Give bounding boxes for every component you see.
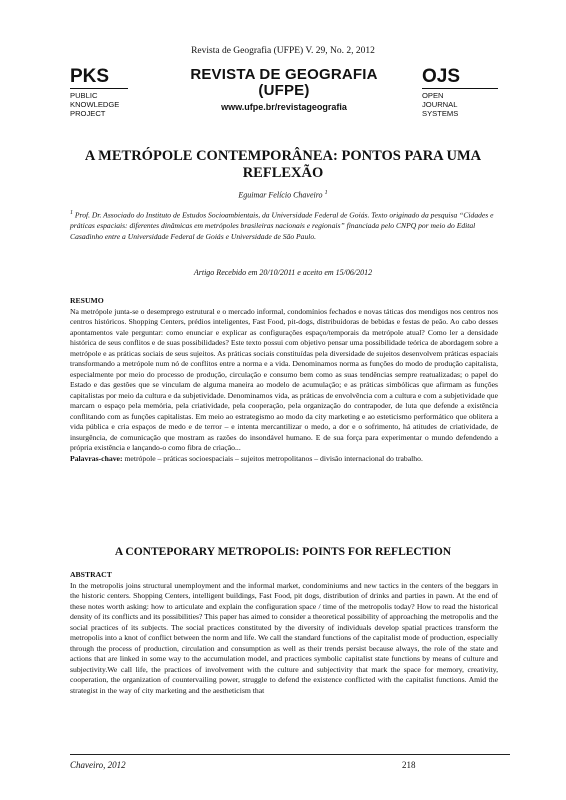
keywords-label: Palavras-chave: [70,453,123,463]
journal-header-line: Revista de Geografia (UFPE) V. 29, No. 2, 2012 [191,46,375,56]
article-title-line: A METRÓPOLE CONTEMPORÂNEA: PONTOS PARA UMA [84,148,482,164]
abstract-text: In the metropolis joins structural unemployment and the informal market, condominiums and new tactics in the centers of the beggars in the historic centers. Shopping Centers, intelligent buildings, Fast Food, pit dogs, distribution of drinks and parties in pawn. At the end of these notes worth asking: how to articulate and explain the configuration space / time of the metropolis today? How to read the historical density of its conflicts and its possibilities? This paper has aimed to consider a theoretical possibility of approaching the metropolis and the social practices of its subjects. The social practices constituted by the diversity of individuals develop spatial practices transform the metropolis into a knot of conflict between the norm and life. We call the standard functions of the capitalist mode of production, especially through the process of production, circulation and consumption as well as their trends persist because always, the role of the state and actions that are linked in some way to the accumulation model, and practices symbolic capitalist state functions by means of culture and subjectivity.We call life, the practices of involvement with the culture and subjectivity that mark the space for memory, creativity, cooperation, the organization of countervailing power, struggle to defend the existence conflicted with the capitalist functions. Amid the strategist in the way of city marketing and the aestheticism that [70,580,498,695]
ojs-caption-line: SYSTEMS [422,109,459,119]
author-footnote-marker: 1 [324,190,328,196]
pkp-logo-caption [70,91,128,119]
keywords-line [70,454,498,465]
resumo-heading: RESUMO [70,296,104,305]
article-title-line: REFLEXÃO [242,165,324,181]
pkp-logo [70,67,128,119]
footer-divider [70,754,510,755]
pkp-caption-line: PUBLIC [70,91,98,100]
ojs-caption-line: JOURNAL [422,100,458,110]
author-line [0,190,566,200]
masthead-title-line2: (UFPE) [258,82,310,99]
masthead-title-line1: REVISTA DE GEOGRAFIA [190,66,378,83]
ojs-logo [422,67,498,119]
footnote-text: Prof. Dr. Associado do Instituto de Estudos Socioambientais, da Universidade Federal de Goiás. Texto originado da pesquisa “Cidades e práticas espaciais: diferentes dinâmicas em metrópoles brasileiras nacionais e regionais” financiada pelo CNPQ por meio do Edital Casadinho entre a Universidade Federal de Goiás e Universidade de São Paulo. [70,210,494,241]
ojs-caption-line: OPEN [422,91,444,100]
keywords-text: metrópole – práticas socioespaciais – sujeitos metropolitanos – divisão internacional do trabalho. [122,453,423,463]
resumo-text: Na metrópole junta-se o desemprego estrutural e o mercado informal, condomínios fechados e novas táticas dos mendigos nos centros nos centros históricos. Shopping Centers, prédios inteligentes, Fast Food, pit-dogs, distribuidoras de bebidas e festas de peão. Ao cabo desses apontamentos vale perguntar: como enunciar e explicar as configurações espaço/temporais da metrópole atual? Como ler a densidade histórica de seus conflitos e de suas possibilidades? Este texto possui com objetivo pensar uma possibilidade teórica de abordagem sobre a metrópole e as práticas sociais de seus sujeitos. As práticas sociais constituídas pela diversidade de sujeitos desenvolvem práticas espaciais transformando a metrópole num nó de conflitos entre a norma e a vida. Denominamos norma as funções do modo de produção capitalista, especialmente por meio do processo de produção, circulação e consumo bem como as suas tendências sempre reatualizadas; o papel do Estado e das gestões que se vinculam de alguma maneira ao modelo de acumulação; e as práticas simbólicas que afirmam as funções capitalistas por meio da cultura e da subjetividade. Denominamos vida, as práticas de envolvência com a cultura e com a subjetividade que marcam o espaço pela memória, pela criatividade, pela cooperação, pela organização do contrapoder, de luta que defende a existência conflitando com as funções capitalistas. Em meio ao estrategismo ao modo da city marketing e ao esteticismo performático que oblitera a vida pública e cria espaços de medo e de terror – e intenta mercantilizar o medo, a dor e o sofrimento, há atitudes de criatividade, de insurgência, de comunicação que mostram as razões do insondável humano. E de sua força para experimentar o mundo defendendo a própria existência e lançando-o como fibra de criação... [70,306,498,452]
author-name: Eguimar Felício Chaveiro [238,190,323,200]
received-accepted-dates: Artigo Recebido em 20/10/2011 e aceito em 15/06/2012 [193,268,373,277]
journal-masthead-title [166,67,402,112]
article-title-pt [40,148,526,182]
abstract-heading: ABSTRACT [70,570,112,579]
article-title-en: A CONTEPORARY METROPOLIS: POINTS FOR REFLECTION [114,546,452,558]
masthead [70,67,498,129]
ojs-logo-caption [422,91,498,119]
footnote-marker: 1 [70,210,73,216]
masthead-url: www.ufpe.br/revistageografia [221,102,347,112]
page-number: 218 [402,760,416,770]
pkp-caption-line: KNOWLEDGE [70,100,120,110]
author-footnote [70,208,498,242]
resumo-section [70,296,498,464]
pkp-logo-text: PKS [70,67,128,89]
abstract-section [70,570,498,696]
pkp-caption-line: PROJECT [70,109,106,119]
ojs-logo-text: OJS [422,67,498,89]
footer-citation: Chaveiro, 2012 [70,760,126,770]
